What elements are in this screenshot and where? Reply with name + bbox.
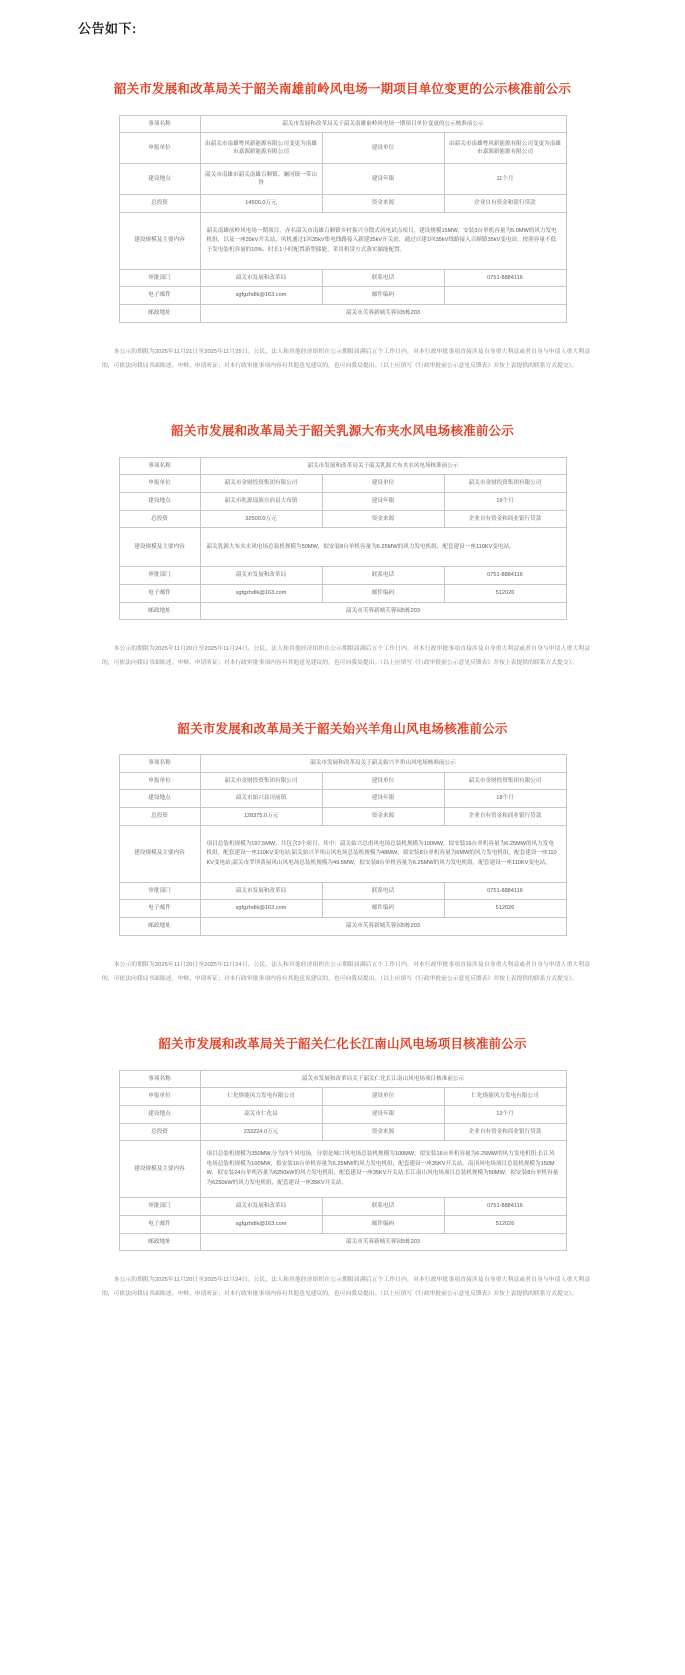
footnote-text: 本公示的期限为2025年11月20日至2025年11月24日。公民、法人和其他经济组织在公示期限届满后五个工作日内，对本行政审批事项直接涉及自身重大利益或者自身与申请人重大利益的，可依法向我局书面陈述、申辩、申请听证；对本行政审批事项内容有其他意见建议的，也可向我局提出。（以上应填写《行政审批前公示意见反馈表》并按上表提供的联系方式提交）。 bbox=[102, 1277, 590, 1298]
value-contact-phone: 0751-8884116 bbox=[444, 567, 566, 585]
value-applicant-unit: 韶关市金财投资集团有限公司 bbox=[200, 475, 322, 493]
value-construction-unit: 韶关市金财投资集团有限公司 bbox=[444, 772, 566, 790]
page-intro: 公告如下: bbox=[78, 21, 137, 36]
label-funding-source: 资金来源 bbox=[322, 195, 444, 213]
value-scale-content: 项目总装机规模为350MW,分为四个风电场，分别是城口风电场总装机规模为100MW，拟安装16台单机容量为6.25MW的风力发电机组;长江风电场总装机规模为100MW，拟安装16台单机容量为6.25MW的风力发电机组，配套建设一座35KV开关站。南顶风电场项目总装机规模为150MW，拟安装24台单机容量为6250kW的风力发电机组，配套建设一座35KV开关站;长江南山风电场项目总装机规模为50MW，拟安装8台单机容量为6250kW的风力发电机组，配套建设一座35KV开关站。 bbox=[200, 1141, 566, 1198]
label-approval-dept: 审批部门 bbox=[119, 1198, 200, 1216]
label-postal-code: 邮件编码 bbox=[322, 1215, 444, 1233]
notice-footnote-4 bbox=[0, 1251, 685, 1301]
label-contact-phone: 联系电话 bbox=[322, 882, 444, 900]
value-item-name: 韶关市发展和改革局关于韶关南雄前岭风电场一期项目单位变更的公示核准前公示 bbox=[200, 115, 566, 133]
value-postal-code: 512026 bbox=[444, 1215, 566, 1233]
value-funding-source: 企业自有资金和商业银行贷款 bbox=[444, 1123, 566, 1141]
label-funding-source: 资金来源 bbox=[322, 808, 444, 826]
value-scale-content: 韶关南雄前岭风电场一期项目，亦名韶关市南雄百顺镇乡村振兴分散式风电试点项目，建设规模15MW，安装3台单机容量为5.0MW的风力发电机组，以及一座35kV开关站，风机通过1回35kV集电线路接入新建35kV开关站，通过自建1回35kV线路接入百顺镇35kV变电站。按照容量不低于发电装机容量的10%、时长1小时配置新型储能，采用租赁方式落实储能配置。 bbox=[200, 212, 566, 269]
table-row bbox=[119, 510, 566, 528]
value-construction-site: 韶关市乳源瑶族自治县大布镇 bbox=[200, 492, 322, 510]
table-row bbox=[119, 900, 566, 918]
label-contact-phone: 联系电话 bbox=[322, 567, 444, 585]
value-scale-content: 韶关乳源大布夹水风电场总装机规模为50MW，拟安装8台单机容量为6.25MW的风力发电机组，配套建设一座110KV变电站。 bbox=[200, 528, 566, 567]
notice-footnote-3 bbox=[0, 936, 685, 986]
value-email: sgfgzhdlk@163.com bbox=[200, 1215, 322, 1233]
value-postal-address: 韶关市芙蓉新城芙蓉园5栋203 bbox=[200, 918, 566, 936]
value-approval-dept: 韶关市发展和改革局 bbox=[200, 1198, 322, 1216]
table-row bbox=[119, 195, 566, 213]
label-total-investment: 总投资 bbox=[119, 195, 200, 213]
table-row bbox=[119, 305, 566, 323]
notice-title-3: 韶关市发展和改革局关于韶关始兴羊角山风电场核准前公示 bbox=[177, 721, 508, 736]
label-email: 电子邮件 bbox=[119, 584, 200, 602]
value-construction-site: 韶关市始兴县司前镇 bbox=[200, 790, 322, 808]
value-approval-dept: 韶关市发展和改革局 bbox=[200, 567, 322, 585]
notice-footnote-1 bbox=[0, 323, 685, 373]
table-row bbox=[119, 790, 566, 808]
table-row bbox=[119, 808, 566, 826]
label-construction-site: 建设地点 bbox=[119, 1105, 200, 1123]
table-row bbox=[119, 115, 566, 133]
value-construction-site: 韶关市南雄市韶关南雄百顺镇、澜河镇一带山脊 bbox=[200, 164, 322, 195]
label-postal-code: 邮件编码 bbox=[322, 900, 444, 918]
label-contact-phone: 联系电话 bbox=[322, 269, 444, 287]
value-construction-period: 18个月 bbox=[444, 790, 566, 808]
label-construction-site: 建设地点 bbox=[119, 790, 200, 808]
value-item-name: 韶关市发展和改革局关于韶关乳源大布夹水风电场核准前公示 bbox=[200, 457, 566, 475]
value-postal-address: 韶关市芙蓉新城芙蓉园5栋203 bbox=[200, 602, 566, 620]
value-total-investment: 233224.0万元 bbox=[200, 1123, 322, 1141]
label-scale-content: 建设规模及主要内容 bbox=[119, 528, 200, 567]
label-approval-dept: 审批部门 bbox=[119, 567, 200, 585]
label-construction-unit: 建设单位 bbox=[322, 133, 444, 164]
label-approval-dept: 审批部门 bbox=[119, 882, 200, 900]
table-row bbox=[119, 772, 566, 790]
value-contact-phone: 0751-8884116 bbox=[444, 269, 566, 287]
label-construction-unit: 建设单位 bbox=[322, 1088, 444, 1106]
table-row bbox=[119, 825, 566, 882]
table-row bbox=[119, 1141, 566, 1198]
notice-title-2: 韶关市发展和改革局关于韶关乳源大布夹水风电场核准前公示 bbox=[171, 424, 514, 439]
value-funding-source: 企业自有资金和商业银行贷款 bbox=[444, 510, 566, 528]
label-email: 电子邮件 bbox=[119, 1215, 200, 1233]
value-applicant-unit: 仁化焕能风力发电有限公司 bbox=[200, 1088, 322, 1106]
table-row bbox=[119, 1070, 566, 1088]
label-applicant-unit: 申报单位 bbox=[119, 475, 200, 493]
label-scale-content: 建设规模及主要内容 bbox=[119, 212, 200, 269]
table-row bbox=[119, 475, 566, 493]
table-row bbox=[119, 1123, 566, 1141]
value-item-name: 韶关市发展和改革局关于韶关始兴羊角山风电场核准前公示 bbox=[200, 755, 566, 773]
value-construction-period: 19个月 bbox=[444, 492, 566, 510]
value-contact-phone: 0751-8884116 bbox=[444, 1198, 566, 1216]
label-scale-content: 建设规模及主要内容 bbox=[119, 1141, 200, 1198]
label-construction-period: 建设年限 bbox=[322, 790, 444, 808]
label-item-name: 事项名称 bbox=[119, 457, 200, 475]
value-postal-code bbox=[444, 287, 566, 305]
label-applicant-unit: 申报单位 bbox=[119, 133, 200, 164]
value-construction-unit: 韶关市金财投资集团有限公司 bbox=[444, 475, 566, 493]
table-row bbox=[119, 567, 566, 585]
label-approval-dept: 审批部门 bbox=[119, 269, 200, 287]
label-postal-address: 邮政地址 bbox=[119, 1233, 200, 1251]
table-row bbox=[119, 584, 566, 602]
label-funding-source: 资金来源 bbox=[322, 1123, 444, 1141]
value-funding-source: 企业自有资金和银行贷款 bbox=[444, 195, 566, 213]
value-total-investment: 32500.0万元 bbox=[200, 510, 322, 528]
table-row bbox=[119, 1215, 566, 1233]
label-construction-unit: 建设单位 bbox=[322, 475, 444, 493]
label-construction-period: 建设年限 bbox=[322, 1105, 444, 1123]
label-total-investment: 总投资 bbox=[119, 808, 200, 826]
notice-block-3 bbox=[0, 671, 685, 986]
table-row bbox=[119, 528, 566, 567]
value-scale-content: 项目总装机规模为197.5MW，共包含3个项目，其中：韶关始兴总甫风电场总装机规模为100MW，拟安装16台单机容量为6.25MW的风力发电机组，配套建设一座110KV变电站;韶关始兴羊角山风电场总装机规模为48MW，拟安装8台单机容量为6MW的风力发电机组，配套建设一座110KV变电站;韶关市罗坝黄屋风山风电场总装机规模为49.5MW，拟安装8台单机容量为6.25MW的风力发电机组，配套建设一座110KV变电站。 bbox=[200, 825, 566, 882]
table-row bbox=[119, 755, 566, 773]
value-postal-address: 韶关市芙蓉新城芙蓉园5栋203 bbox=[200, 305, 566, 323]
value-construction-period: 13个月 bbox=[444, 1105, 566, 1123]
notice-table-2 bbox=[119, 457, 567, 621]
notice-title-4: 韶关市发展和改革局关于韶关仁化长江南山风电场项目核准前公示 bbox=[158, 1037, 527, 1052]
label-total-investment: 总投资 bbox=[119, 510, 200, 528]
label-construction-site: 建设地点 bbox=[119, 492, 200, 510]
label-item-name: 事项名称 bbox=[119, 1070, 200, 1088]
label-item-name: 事项名称 bbox=[119, 115, 200, 133]
value-postal-code: 512026 bbox=[444, 900, 566, 918]
label-construction-site: 建设地点 bbox=[119, 164, 200, 195]
value-item-name: 韶关市发展和改革局关于韶关仁化长江南山风电场项目核准前公示 bbox=[200, 1070, 566, 1088]
table-row bbox=[119, 164, 566, 195]
label-funding-source: 资金来源 bbox=[322, 510, 444, 528]
value-total-investment: 128375.0万元 bbox=[200, 808, 322, 826]
label-postal-code: 邮件编码 bbox=[322, 287, 444, 305]
label-postal-address: 邮政地址 bbox=[119, 305, 200, 323]
value-applicant-unit: 由韶关市南雄粤风新能源有限公司变更为南雄市嘉源新能源有限公司 bbox=[200, 133, 322, 164]
value-email: sgfgzhdlk@163.com bbox=[200, 584, 322, 602]
notice-block-1 bbox=[0, 37, 685, 373]
value-total-investment: 14500.0万元 bbox=[200, 195, 322, 213]
table-row bbox=[119, 1105, 566, 1123]
label-construction-period: 建设年限 bbox=[322, 492, 444, 510]
label-email: 电子邮件 bbox=[119, 900, 200, 918]
value-approval-dept: 韶关市发展和改革局 bbox=[200, 882, 322, 900]
value-contact-phone: 0751-8884116 bbox=[444, 882, 566, 900]
table-row bbox=[119, 269, 566, 287]
value-postal-code: 512026 bbox=[444, 584, 566, 602]
value-construction-unit: 由韶关市南雄粤风新能源有限公司变更为南雄市嘉源新能源有限公司 bbox=[444, 133, 566, 164]
label-contact-phone: 联系电话 bbox=[322, 1198, 444, 1216]
value-postal-address: 韶关市芙蓉新城芙蓉园5栋203 bbox=[200, 1233, 566, 1251]
label-postal-address: 邮政地址 bbox=[119, 602, 200, 620]
table-row bbox=[119, 492, 566, 510]
notice-footnote-2 bbox=[0, 620, 685, 670]
table-row bbox=[119, 1233, 566, 1251]
table-row bbox=[119, 602, 566, 620]
page-bottom-spacer bbox=[0, 1302, 685, 1332]
table-row bbox=[119, 133, 566, 164]
notice-block-2 bbox=[0, 373, 685, 670]
table-row bbox=[119, 287, 566, 305]
value-email: sgfgzhdlk@163.com bbox=[200, 900, 322, 918]
notice-block-4 bbox=[0, 986, 685, 1301]
notice-title-1: 韶关市发展和改革局关于韶关南雄前岭风电场一期项目单位变更的公示核准前公示 bbox=[113, 82, 572, 96]
table-row bbox=[119, 1088, 566, 1106]
label-applicant-unit: 申报单位 bbox=[119, 1088, 200, 1106]
notice-table-4 bbox=[119, 1070, 567, 1252]
label-scale-content: 建设规模及主要内容 bbox=[119, 825, 200, 882]
value-construction-unit: 仁化焕能风力发电有限公司 bbox=[444, 1088, 566, 1106]
label-email: 电子邮件 bbox=[119, 287, 200, 305]
label-construction-period: 建设年限 bbox=[322, 164, 444, 195]
table-row bbox=[119, 457, 566, 475]
label-applicant-unit: 申报单位 bbox=[119, 772, 200, 790]
label-item-name: 事项名称 bbox=[119, 755, 200, 773]
table-row bbox=[119, 212, 566, 269]
footnote-text: 本公示的期限为2025年11月20日至2025年11月24日。公民、法人和其他经济组织在公示期限届满后五个工作日内，对本行政审批事项直接涉及自身重大利益或者自身与申请人重大利益的，可依法向我局书面陈述、申辩、申请听证；对本行政审批事项内容有其他意见建议的，也可向我局提出。（以上应填写《行政审批前公示意见反馈表》并按上表提供的联系方式提交）。 bbox=[102, 961, 590, 982]
value-funding-source: 企业自有资金和商业银行贷款 bbox=[444, 808, 566, 826]
label-total-investment: 总投资 bbox=[119, 1123, 200, 1141]
table-row bbox=[119, 918, 566, 936]
table-row bbox=[119, 1198, 566, 1216]
notice-table-1 bbox=[119, 115, 567, 323]
label-construction-unit: 建设单位 bbox=[322, 772, 444, 790]
label-postal-address: 邮政地址 bbox=[119, 918, 200, 936]
value-construction-site: 韶关市仁化县 bbox=[200, 1105, 322, 1123]
value-applicant-unit: 韶关市金财投资集团有限公司 bbox=[200, 772, 322, 790]
value-construction-period: 11个月 bbox=[444, 164, 566, 195]
notice-table-3 bbox=[119, 754, 567, 936]
value-approval-dept: 韶关市发展和改革局 bbox=[200, 269, 322, 287]
label-postal-code: 邮件编码 bbox=[322, 584, 444, 602]
footnote-text: 本公示的期限为2025年11月21日至2025年11月25日。公民、法人和其他经济组织在公示期限届满后五个工作日内，对本行政审批事项直接涉及自身重大利益或者自身与申请人重大利益的，可依法向我局书面陈述、申辩、申请听证；对本行政审批事项内容有其他意见建议的，也可向我局提出。（以上应填写《行政审批前公示意见反馈表》并按上表提供的联系方式提交）。 bbox=[102, 348, 590, 369]
value-email: sgfgzhdlk@163.com bbox=[200, 287, 322, 305]
table-row bbox=[119, 882, 566, 900]
footnote-text: 本公示的期限为2025年11月20日至2025年11月24日。公民、法人和其他经济组织在公示期限届满后五个工作日内，对本行政审批事项直接涉及自身重大利益或者自身与申请人重大利益的，可依法向我局书面陈述、申辩、申请听证；对本行政审批事项内容有其他意见建议的，也可向我局提出。（以上应填写《行政审批前公示意见反馈表》并按上表提供的联系方式提交）。 bbox=[102, 646, 590, 667]
